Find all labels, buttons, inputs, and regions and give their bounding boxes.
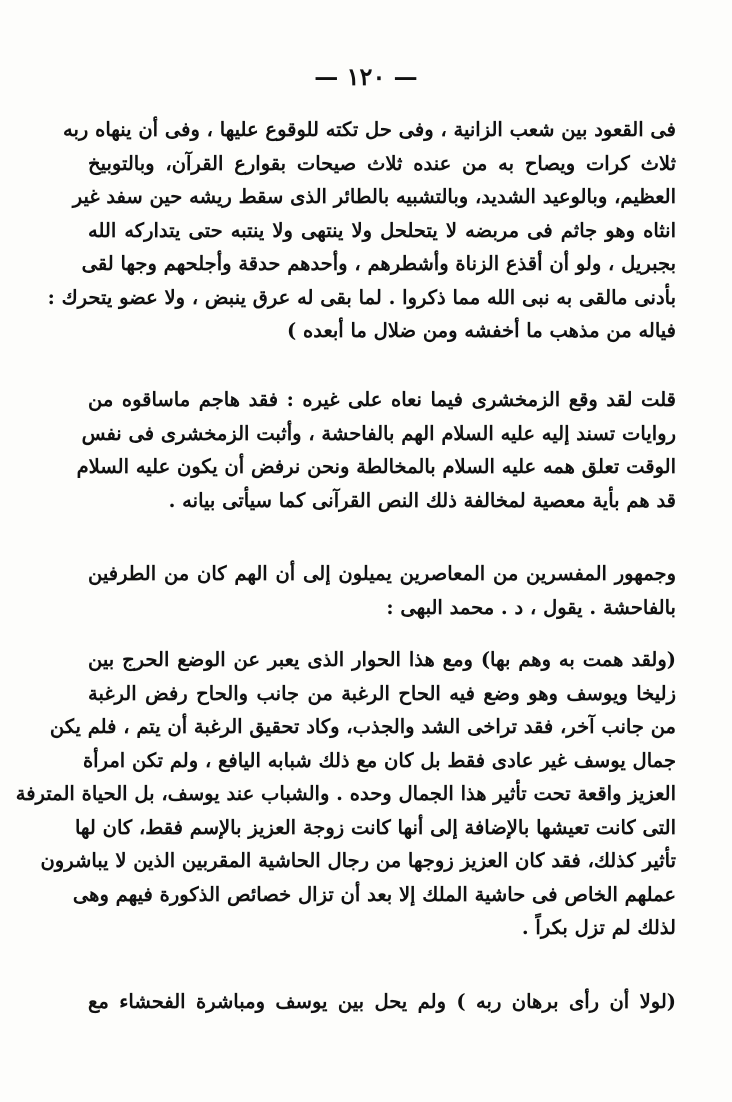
text-line: روايات تسند إليه عليه السلام الهم بالفاحشة ، وأثبت الزمخشرى فى نفس bbox=[81, 421, 676, 445]
text-line: تأثير كذلك، فقد كان العزيز زوجها من رجال الحاشية المقربين الذين لا يباشرون bbox=[40, 849, 676, 872]
text-line: قلت لقد وقع الزمخشرى فيما نعاه على غيره : فقد هاجم ماساقوه من bbox=[88, 388, 676, 411]
text-line: العزيز واقعة تحت تأثير هذا الجمال وحده . والشباب عند يوسف، بل الحياة المترفة bbox=[15, 782, 676, 805]
text-line: قد هم بأية معصية لمخالفة ذلك النص القرآنى كما سيأتى بيانه . bbox=[168, 488, 676, 512]
text-line: ثلاث كرات ويصاح به من عنده ثلاث صيحات بقوارع القرآن، وبالتوبيخ bbox=[88, 151, 676, 175]
paragraph-1 bbox=[47, 118, 676, 353]
text-line: بجبريل ، ولو أن أقذع الزناة وأشطرهم ، وأحدهم حدقة وأجلحهم وجها لقى bbox=[81, 252, 676, 275]
text-line: بأدنى مالقى به نبى الله مما ذكروا . لما بقى له عرق ينبض ، ولا عضو يتحرك : bbox=[47, 285, 676, 309]
text-line: التى كانت تعيشها بالإضافة إلى أنها كانت زوجة العزيز بالإسم فقط، كان لها bbox=[74, 815, 676, 839]
text-line: انثاه وهو جاثم فى مربضه لا يتحلحل ولا ينتهى ولا ينتبه حتى يتداركه الله bbox=[88, 218, 676, 242]
text-line: من جانب آخر، فقد تراخى الشد والجذب، وكاد تحقيق الرغبة أن يتم ، فلم يكن bbox=[49, 715, 676, 738]
page-number: — ١٢٠ — bbox=[314, 62, 418, 91]
text-line: العظيم، وبالوعيد الشديد، وبالتشبيه بالطائر الذى سقط ريشه حين سفد غير bbox=[72, 185, 676, 208]
paragraph-3 bbox=[88, 562, 676, 629]
text-line: الوقت تعلق همه عليه السلام بالمخالطة ونحن نرفض أن يكون عليه السلام bbox=[76, 455, 676, 478]
text-line: زليخا ويوسف وهو وضع فيه الحاح الرغبة من جانب والحاح رفض الرغبة bbox=[88, 681, 676, 705]
text-line: عملهم الخاص فى حاشية الملك إلا بعد أن تزال خصائص الذكورة فيهم وهى bbox=[72, 882, 676, 906]
text-line: (لولا أن رأى برهان ربه ) ولم يحل بين يوسف ومباشرة الفحشاء مع bbox=[88, 990, 676, 1013]
paragraph-4-quote bbox=[15, 648, 676, 950]
paragraph-2 bbox=[76, 388, 676, 522]
text-line: لذلك لم تزل بكراً . bbox=[521, 916, 676, 939]
text-line: فى القعود بين شعب الزانية ، وفى حل تكته للوقوع عليها ، وفى أن ينهاه ربه bbox=[63, 118, 676, 141]
text-line: وجمهور المفسرين من المعاصرين يميلون إلى أن الهم كان من الطرفين bbox=[88, 562, 676, 585]
paragraph-5 bbox=[88, 990, 676, 1024]
text-line: (ولقد همت به وهم بها) ومع هذا الحوار الذى يعبر عن الوضع الحرج بين bbox=[88, 648, 676, 671]
text-line: جمال يوسف غير عادى فقط بل كان مع ذلك شبابه اليافع ، ولم تكن امرأة bbox=[82, 748, 676, 772]
text-line: بالفاحشة . يقول ، د . محمد البهى : bbox=[386, 595, 676, 619]
text-line: فياله من مذهب ما أخفشه ومن ضلال ما أبعده ) bbox=[286, 319, 676, 342]
